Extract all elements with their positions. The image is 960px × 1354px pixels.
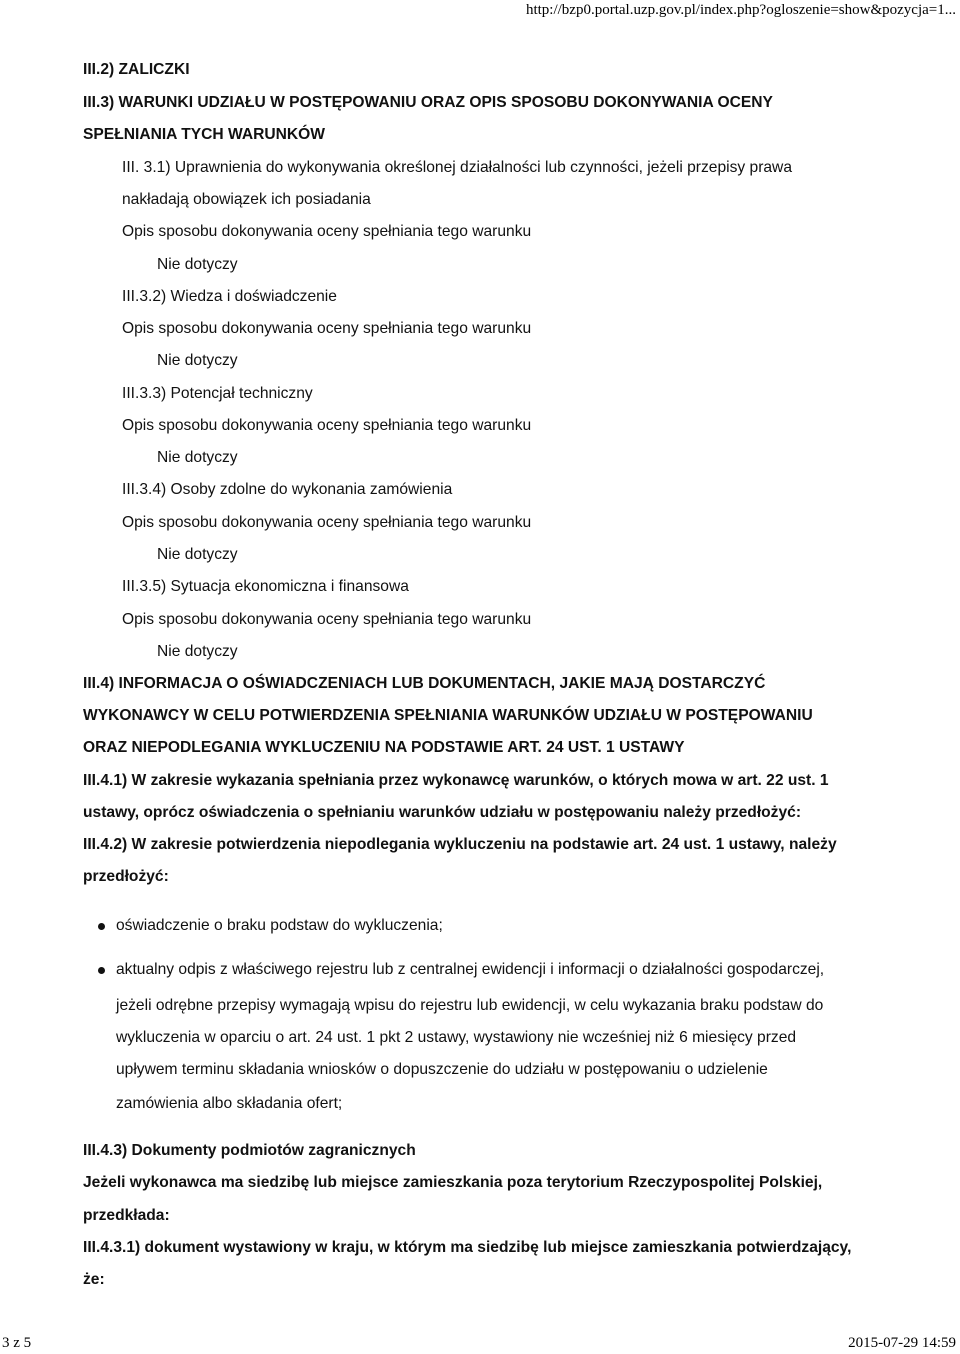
section-3-4-3-1-line1: III.4.3.1) dokument wystawiony w kraju, w którym ma siedzibę lub miejsce zamieszkania potwierdzający,	[83, 1239, 852, 1256]
bullet-marker	[98, 967, 105, 974]
section-3-4-1-line2: ustawy, oprócz oświadczenia o spełnianiu warunków udziału w postępowaniu należy przedłożyć:	[83, 804, 802, 821]
section-3-4-3-text-line1: Jeżeli wykonawca ma siedzibę lub miejsce zamieszkania poza terytorium Rzeczypospolitej Polskiej,	[83, 1174, 823, 1191]
bullet-item-1: oświadczenie o braku podstaw do wykluczenia;	[116, 917, 443, 934]
nie-dotyczy-3: Nie dotyczy	[157, 449, 238, 466]
section-3-2-title: III.2) ZALICZKI	[83, 61, 190, 78]
nie-dotyczy-4: Nie dotyczy	[157, 546, 238, 563]
opis-label-5: Opis sposobu dokonywania oceny spełniania tego warunku	[122, 611, 532, 628]
section-3-4-2-line1: III.4.2) W zakresie potwierdzenia niepodlegania wykluczeniu na podstawie art. 24 ust. 1 ustawy, należy	[83, 836, 837, 853]
opis-label-2: Opis sposobu dokonywania oceny spełniania tego warunku	[122, 320, 532, 337]
bullet-item-2-line4: upływem terminu składania wniosków o dopuszczenie do udziału w postępowaniu o udzielenie	[116, 1061, 768, 1078]
section-3-3-title-line1: III.3) WARUNKI UDZIAŁU W POSTĘPOWANIU ORAZ OPIS SPOSOBU DOKONYWANIA OCENY	[83, 94, 773, 111]
section-3-4-title-line3: ORAZ NIEPODLEGANIA WYKLUCZENIU NA PODSTAWIE ART. 24 UST. 1 USTAWY	[83, 739, 685, 756]
bullet-item-2-line1: aktualny odpis z właściwego rejestru lub z centralnej ewidencji i informacji o działalności gospodarczej,	[116, 961, 825, 978]
section-3-4-3-text-line2: przedkłada:	[83, 1207, 170, 1224]
opis-label-3: Opis sposobu dokonywania oceny spełniania tego warunku	[122, 417, 532, 434]
print-datetime: 2015-07-29 14:59	[848, 1335, 956, 1351]
section-3-3-2-title: III.3.2) Wiedza i doświadczenie	[122, 288, 337, 305]
nie-dotyczy-1: Nie dotyczy	[157, 256, 238, 273]
opis-label-4: Opis sposobu dokonywania oceny spełniania tego warunku	[122, 514, 532, 531]
page-number: 3 z 5	[2, 1335, 32, 1351]
bullet-item-2-line5: zamówienia albo składania ofert;	[116, 1095, 343, 1112]
section-3-3-1-line2: nakładają obowiązek ich posiadania	[122, 191, 371, 208]
section-3-3-4-title: III.3.4) Osoby zdolne do wykonania zamówienia	[122, 481, 453, 498]
section-3-4-2-line2: przedłożyć:	[83, 868, 169, 885]
section-3-4-title-line1: III.4) INFORMACJA O OŚWIADCZENIACH LUB DOKUMENTACH, JAKIE MAJĄ DOSTARCZYĆ	[83, 675, 766, 692]
bullet-item-2-line3: wykluczenia w oparciu o art. 24 ust. 1 pkt 2 ustawy, wystawiony nie wcześniej niż 6 miesięcy przed	[116, 1029, 797, 1046]
section-3-3-1-line1: III. 3.1) Uprawnienia do wykonywania określonej działalności lub czynności, jeżeli przepisy prawa	[122, 159, 792, 176]
bullet-marker	[98, 923, 105, 930]
section-3-4-1-line1: III.4.1) W zakresie wykazania spełniania przez wykonawcę warunków, o których mowa w art. 22 ust. 1	[83, 772, 829, 789]
section-3-4-3-1-line2: że:	[83, 1271, 105, 1288]
section-3-3-3-title: III.3.3) Potencjał techniczny	[122, 385, 313, 402]
section-3-3-title-line2: SPEŁNIANIA TYCH WARUNKÓW	[83, 126, 325, 143]
nie-dotyczy-2: Nie dotyczy	[157, 352, 238, 369]
section-3-4-3-title: III.4.3) Dokumenty podmiotów zagranicznych	[83, 1142, 416, 1159]
bullet-item-2-line2: jeżeli odrębne przepisy wymagają wpisu do rejestru lub ewidencji, w celu wykazania braku podstaw do	[116, 997, 824, 1014]
section-3-3-5-title: III.3.5) Sytuacja ekonomiczna i finansowa	[122, 578, 409, 595]
page-url-header: http://bzp0.portal.uzp.gov.pl/index.php?ogloszenie=show&pozycja=1...	[525, 2, 956, 18]
opis-label-1: Opis sposobu dokonywania oceny spełniania tego warunku	[122, 223, 532, 240]
nie-dotyczy-5: Nie dotyczy	[157, 643, 238, 660]
section-3-4-title-line2: WYKONAWCY W CELU POTWIERDZENIA SPEŁNIANIA WARUNKÓW UDZIAŁU W POSTĘPOWANIU	[83, 707, 813, 724]
